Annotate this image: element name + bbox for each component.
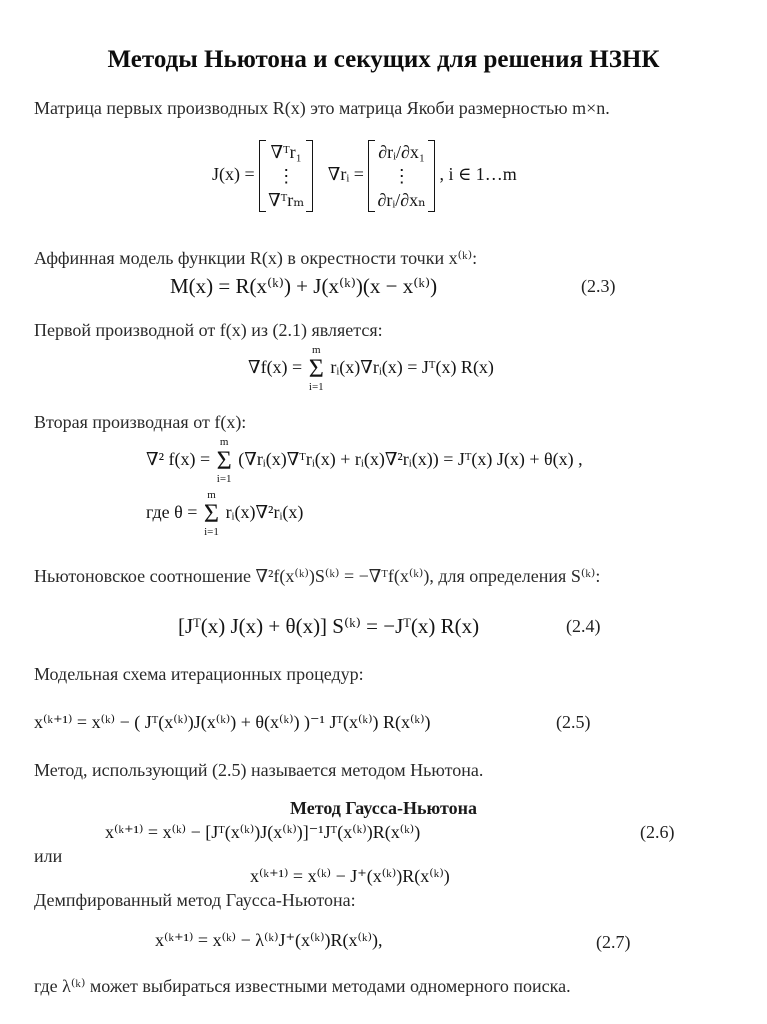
hessian-rhs: (∇rᵢ(x)∇ᵀrᵢ(x) + rᵢ(x)∇²rᵢ(x)) = Jᵀ(x) J(x) + θ(x) , xyxy=(238,449,583,470)
theta-rhs: rᵢ(x)∇²rᵢ(x) xyxy=(225,502,304,523)
equation-iteration: x⁽ᵏ⁺¹⁾ = x⁽ᵏ⁾ − ( Jᵀ(x⁽ᵏ⁾)J(x⁽ᵏ⁾) + θ(x⁽ᵏ⁾) )⁻¹ Jᵀ(x⁽ᵏ⁾) R(x⁽ᵏ⁾) xyxy=(34,712,431,732)
paragraph-affine-model: Аффинная модель функции R(x) в окрестности точки x⁽ᵏ⁾: xyxy=(34,248,478,268)
equation-theta xyxy=(146,490,303,538)
paragraph-second-derivative: Вторая производная от f(x): xyxy=(34,412,247,432)
sum-symbol: m Σ i=1 xyxy=(203,489,220,538)
gradient-vector xyxy=(368,140,435,212)
paragraph-damped-method: Демпфированный метод Гаусса-Ньютона: xyxy=(34,890,356,910)
gradient-rhs: rᵢ(x)∇rᵢ(x) = Jᵀ(x) R(x) xyxy=(330,357,494,378)
sum-upper: m xyxy=(311,344,321,356)
matrix-row: ∇ᵀrₘ xyxy=(268,190,305,210)
gradient-label: ∇rᵢ = xyxy=(327,164,364,185)
page-title: Методы Ньютона и секущих для решения НЗНК xyxy=(107,46,660,73)
paragraph-iteration-scheme: Модельная схема итерационных процедур: xyxy=(34,664,364,684)
equation-affine-model: M(x) = R(x⁽ᵏ⁾) + J(x⁽ᵏ⁾)(x − x⁽ᵏ⁾) xyxy=(170,274,438,298)
equation-gauss-newton: x⁽ᵏ⁺¹⁾ = x⁽ᵏ⁾ − [Jᵀ(x⁽ᵏ⁾)J(x⁽ᵏ⁾)]⁻¹Jᵀ(x⁽ᵏ⁾)R(x⁽ᵏ⁾) xyxy=(105,822,421,842)
equation-number: (2.3) xyxy=(581,276,616,296)
paragraph-newton-relation: Ньютоновское соотношение ∇²f(x⁽ᵏ⁾)S⁽ᵏ⁾ = −∇ᵀf(x⁽ᵏ⁾), для определения S⁽ᵏ⁾: xyxy=(34,566,601,586)
jacobian-label: J(x) = xyxy=(212,164,255,185)
gradient-lhs: ∇f(x) = xyxy=(248,357,303,378)
hessian-lhs: ∇² f(x) = xyxy=(146,449,211,470)
sum-upper: m xyxy=(207,489,216,501)
sum-lower: i=1 xyxy=(308,381,324,393)
equation-number: (2.7) xyxy=(596,932,631,952)
equation-jacobian xyxy=(212,140,517,212)
index-range: , i ∈ 1…m xyxy=(439,164,517,185)
matrix-row: ∂rᵢ/∂xₙ xyxy=(377,190,426,210)
equation-number: (2.4) xyxy=(566,616,601,636)
equation-number: (2.5) xyxy=(556,712,591,732)
equation-hessian xyxy=(146,437,583,485)
equation-number: (2.6) xyxy=(640,822,675,842)
equation-damped: x⁽ᵏ⁺¹⁾ = x⁽ᵏ⁾ − λ⁽ᵏ⁾J⁺(x⁽ᵏ⁾)R(x⁽ᵏ⁾), xyxy=(155,930,383,950)
text-or: или xyxy=(34,846,63,866)
equation-gauss-newton-pseudoinverse: x⁽ᵏ⁺¹⁾ = x⁽ᵏ⁾ − J⁺(x⁽ᵏ⁾)R(x⁽ᵏ⁾) xyxy=(250,866,450,886)
section-title-gauss-newton: Метод Гаусса-Ньютона xyxy=(289,798,478,818)
sum-lower: i=1 xyxy=(216,473,232,485)
equation-gradient xyxy=(248,345,494,393)
matrix-row: ∂rᵢ/∂x₁ xyxy=(378,142,426,162)
sum-upper: m xyxy=(219,436,229,448)
matrix-row: ∇ᵀr₁ xyxy=(270,142,302,162)
paragraph-lambda-note: где λ⁽ᵏ⁾ может выбираться известными методами одномерного поиска. xyxy=(34,976,571,996)
jacobian-matrix xyxy=(259,140,313,212)
sum-symbol: m Σ i=1 xyxy=(308,344,324,393)
sum-symbol: m Σ i=1 xyxy=(216,436,232,485)
matrix-row: ⋮ xyxy=(392,166,411,186)
paragraph-newton-method: Метод, использующий (2.5) называется методом Ньютона. xyxy=(34,760,484,780)
equation-newton: [Jᵀ(x) J(x) + θ(x)] S⁽ᵏ⁾ = −Jᵀ(x) R(x) xyxy=(178,614,480,638)
theta-lhs: где θ = xyxy=(146,502,198,523)
paragraph-first-derivative: Первой производной от f(x) из (2.1) является: xyxy=(34,320,383,340)
sum-lower: i=1 xyxy=(204,526,219,538)
paragraph-jacobian-intro: Матрица первых производных R(x) это матрица Якоби размерностью m×n. xyxy=(34,98,610,118)
matrix-row: ⋮ xyxy=(277,166,296,186)
